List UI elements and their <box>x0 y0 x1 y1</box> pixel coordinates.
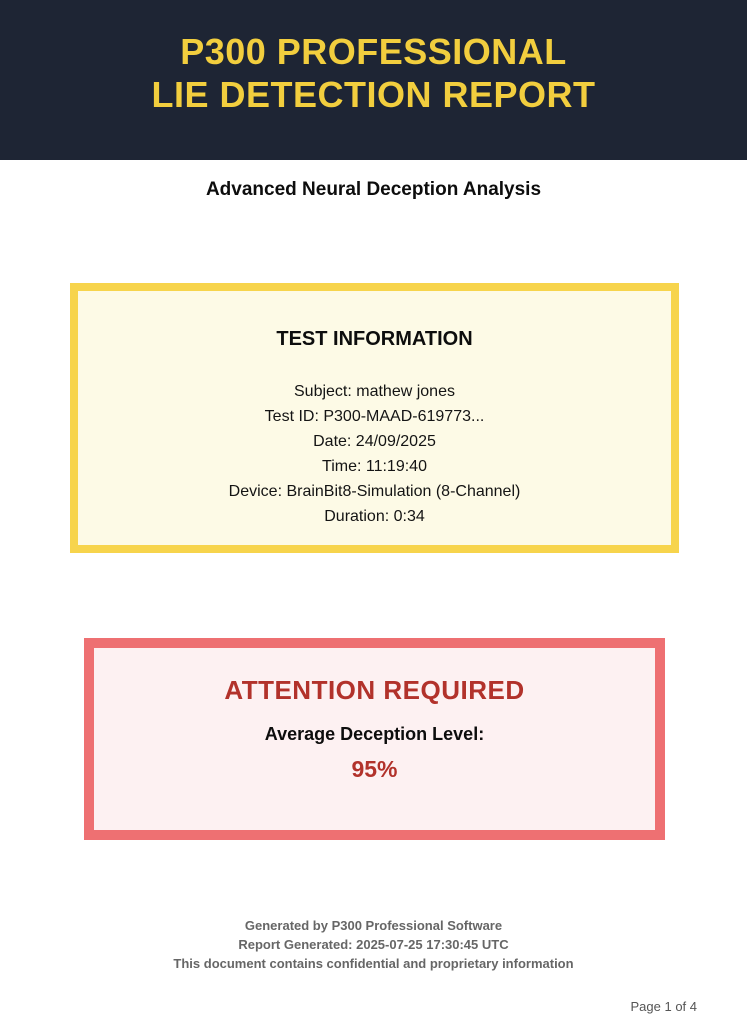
test-information-title: TEST INFORMATION <box>276 328 473 350</box>
test-info-device: Device: BrainBit8-Simulation (8-Channel) <box>228 483 521 500</box>
report-title <box>151 30 595 130</box>
test-information-box <box>70 283 679 553</box>
test-info-test-id: Test ID: P300-MAAD-619773... <box>264 408 485 425</box>
footer-report-generated: Report Generated: 2025-07-25 17:30:45 UTC <box>238 937 509 952</box>
footer-generated-by: Generated by P300 Professional Software <box>244 918 503 933</box>
deception-level-value: 95% <box>351 756 398 782</box>
attention-required-box <box>84 638 665 840</box>
report-header <box>0 0 747 160</box>
attention-required-title: ATTENTION REQUIRED <box>224 675 525 705</box>
deception-level-label: Average Deception Level: <box>264 724 485 744</box>
report-subtitle: Advanced Neural Deception Analysis <box>205 179 542 200</box>
report-footer <box>0 916 747 973</box>
test-info-time: Time: 11:19:40 <box>322 458 427 475</box>
report-title-line1: P300 PROFESSIONAL <box>180 31 567 72</box>
page-indicator: Page 1 of 4 <box>630 999 697 1014</box>
footer-confidentiality: This document contains confidential and proprietary information <box>173 956 574 971</box>
test-info-date: Date: 24/09/2025 <box>313 433 436 450</box>
test-info-subject: Subject: mathew jones <box>294 383 455 400</box>
report-title-line2: LIE DETECTION REPORT <box>151 74 596 115</box>
test-info-duration: Duration: 0:34 <box>324 508 425 525</box>
test-information-fields <box>98 379 651 529</box>
